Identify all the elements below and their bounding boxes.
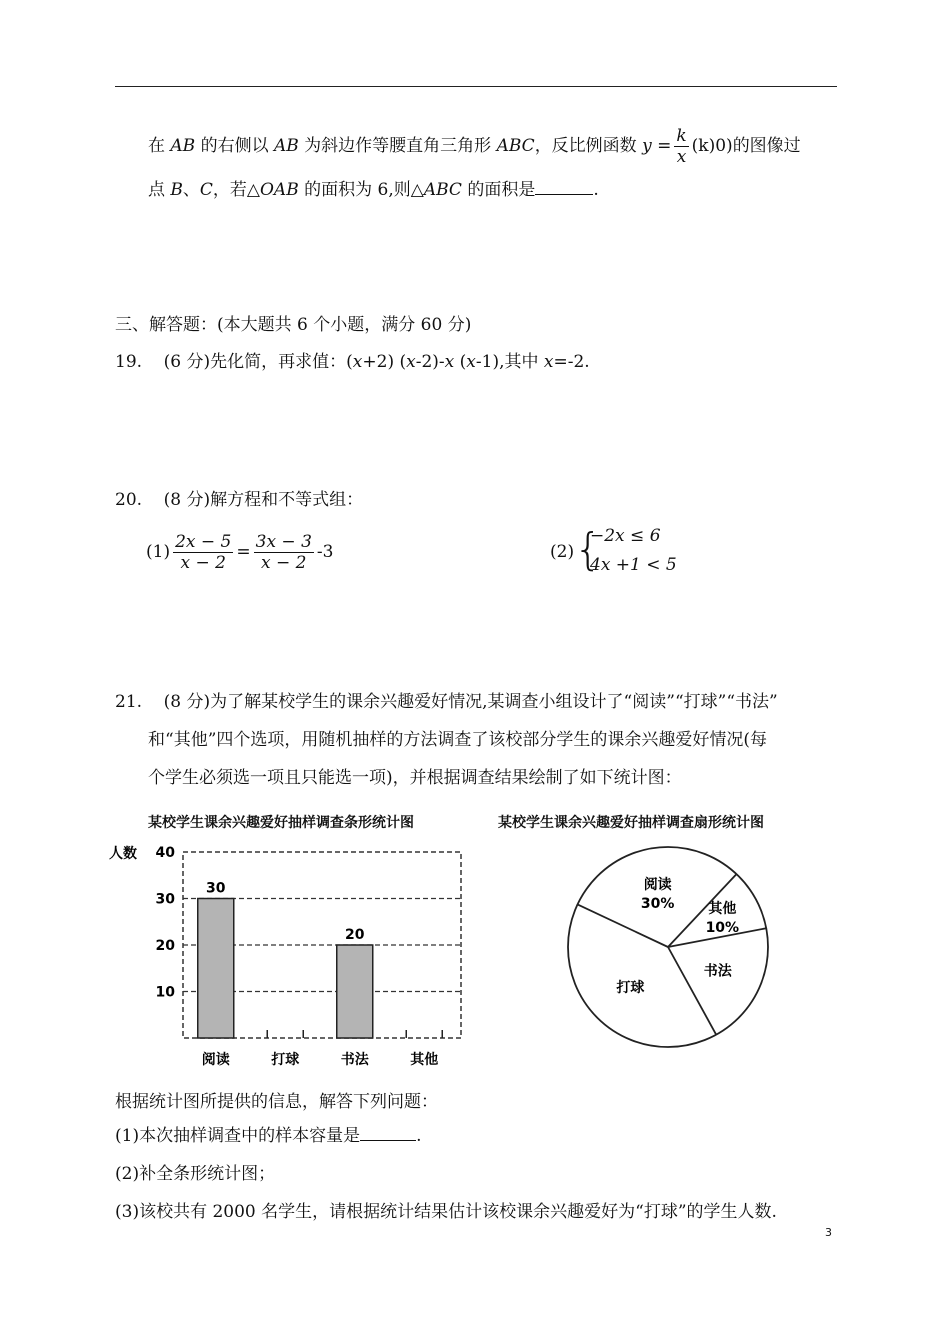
- y-tick-label: 40: [155, 845, 175, 861]
- section-title: 三、解答题：(本大题共 6 个小题，满分 60 分): [115, 315, 472, 335]
- bar-阅读: [198, 899, 234, 1039]
- system-brace: {: [574, 524, 602, 575]
- pie-chart-title: 某校学生课余兴趣爱好抽样调查扇形统计图: [498, 815, 764, 831]
- pie-label-其他: 其他: [708, 901, 737, 918]
- bar-value-label: 30: [206, 880, 226, 897]
- q21-line2: 和“其他”四个选项，用随机抽样的方法调查了该校部分学生的课余兴趣爱好情况(每: [148, 730, 768, 750]
- q21-sub1: (1)本次抽样调查中的样本容量是 .: [115, 1126, 422, 1146]
- answer-blank: [535, 178, 593, 195]
- x-tick-label: 打球: [271, 1052, 300, 1068]
- q20-ineq1: −2x ≤ 6: [590, 526, 661, 546]
- pie-pct-其他: 10%: [705, 920, 740, 937]
- bar-chart: [105, 838, 485, 1078]
- y-tick-label: 20: [155, 938, 175, 954]
- q19: 19. (6 分)先化简，再求值：(x+2) (x-2)-x (x-1),其中 x=-2.: [115, 352, 590, 372]
- pie-label-阅读: 阅读: [643, 876, 672, 893]
- q21-sub2: (2)补全条形统计图；: [115, 1164, 276, 1184]
- answer-blank: [360, 1124, 416, 1141]
- k-over-x-fraction: $\frac{k}{x}$: [676, 126, 687, 167]
- q21-sub3: (3)该校共有 2000 名学生，请根据统计结果估计该校课余兴趣爱好为“打球”的学生人数.: [115, 1202, 777, 1222]
- x-tick-label: 其他: [410, 1052, 439, 1068]
- pie-pct-阅读: 30%: [640, 895, 675, 912]
- x-tick-label: 书法: [340, 1052, 369, 1068]
- header-rule: [115, 86, 837, 87]
- q18-line2: 点 B、C，若△OAB 的面积为 6,则△ABC 的面积是 .: [148, 180, 599, 200]
- q20-ineq2: 4x +1 < 5: [590, 555, 677, 575]
- q21-line1: 21. (8 分)为了解某校学生的课余兴趣爱好情况,某调查小组设计了“阅读”“打球”“书法”: [115, 692, 778, 712]
- pie-label-书法: 书法: [703, 963, 732, 980]
- y-axis-label: 人数: [109, 846, 137, 862]
- pie-label-打球: 打球: [616, 980, 645, 997]
- pie-chart: [550, 822, 790, 1062]
- q21-line3: 个学生必须选一项且只能选一项)，并根据调查结果绘制了如下统计图：: [148, 768, 682, 788]
- q20-part2-label: (2): [550, 542, 575, 562]
- bar-书法: [337, 945, 373, 1038]
- bar-chart-title: 某校学生课余兴趣爱好抽样调查条形统计图: [148, 815, 414, 831]
- q21-prompt: 根据统计图所提供的信息，解答下列问题：: [115, 1092, 438, 1112]
- y-tick-label: 10: [155, 984, 175, 1001]
- q20-part1: (1) $\frac{2x - 5}{x - 2}$ = $\frac{3x - 3}{x - 2}$ -3: [146, 532, 334, 573]
- page-number: 3: [825, 1226, 832, 1239]
- x-tick-label: 阅读: [201, 1052, 230, 1068]
- q18-line1: 在 AB 的右侧以 AB 为斜边作等腰直角三角形 ABC，反比例函数 y = $\frac{k}{x}$ (k)0)的图像过: [148, 126, 801, 167]
- q20: 20. (8 分)解方程和不等式组：: [115, 490, 364, 510]
- y-tick-label: 30: [155, 891, 175, 908]
- bar-value-label: 20: [345, 927, 365, 943]
